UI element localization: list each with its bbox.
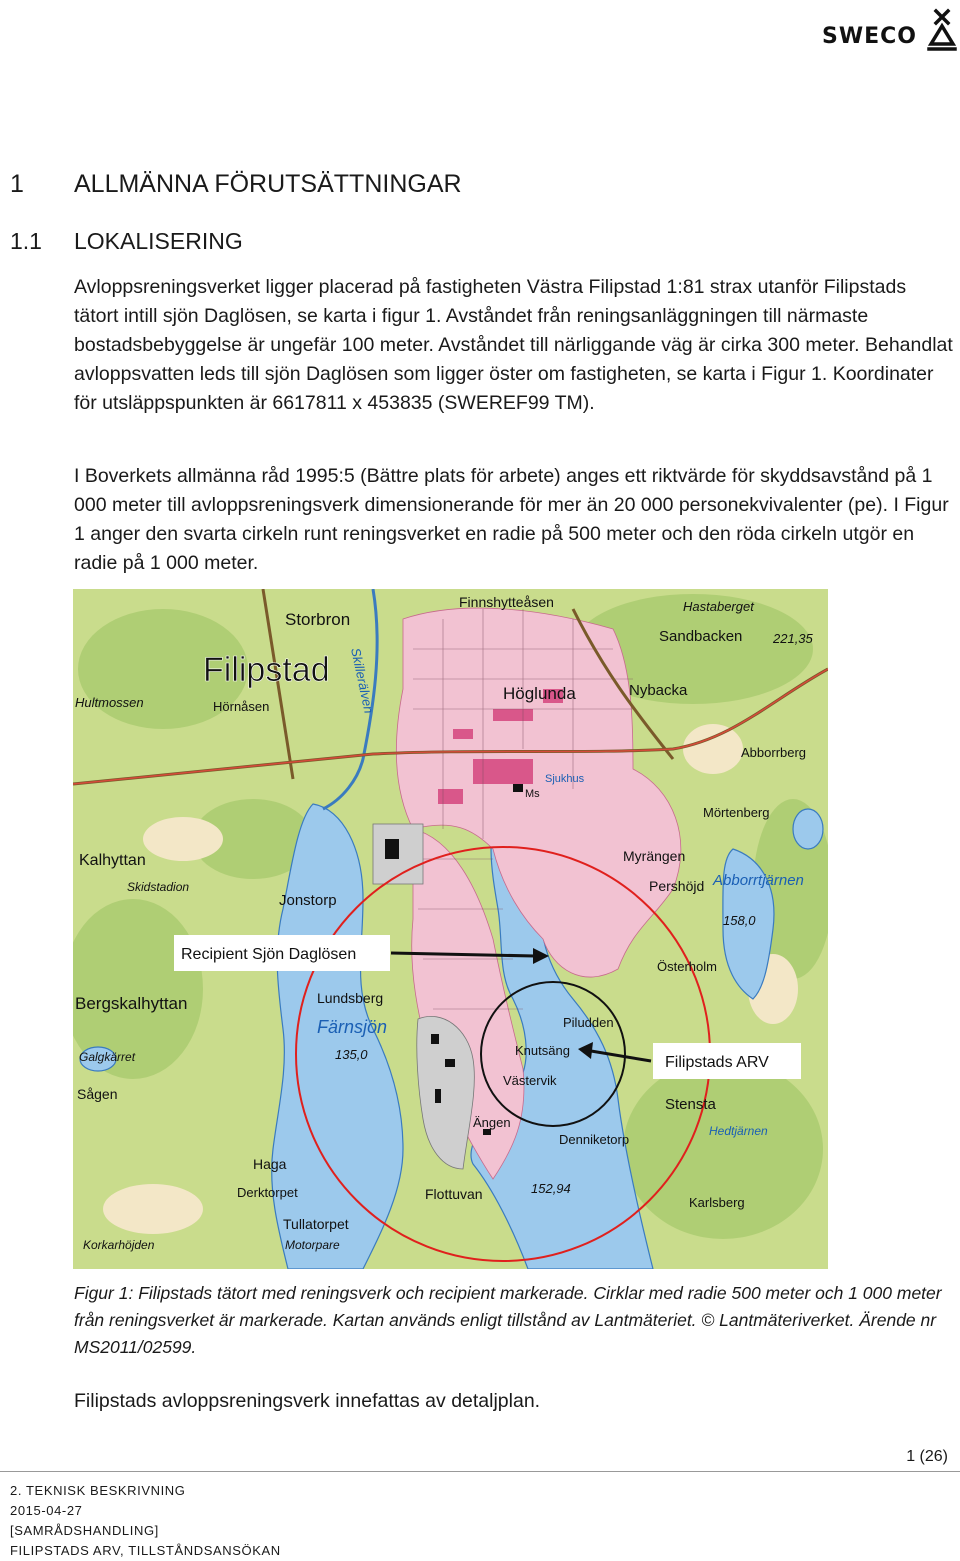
callout-recipient: Recipient Sjön Daglösen: [181, 946, 357, 963]
label-mortenberg: Mörtenberg: [703, 805, 770, 820]
label-tullatorpet: Tullatorpet: [283, 1216, 349, 1232]
subsection-number: 1.1: [10, 228, 42, 254]
label-flottuvan: Flottuvan: [425, 1186, 483, 1202]
label-skidstadion: Skidstadion: [127, 880, 190, 894]
label-elev-135: 135,0: [335, 1047, 368, 1062]
label-haga: Haga: [253, 1156, 287, 1172]
label-osterholm: Österholm: [657, 959, 717, 974]
label-elev-158: 158,0: [723, 913, 756, 928]
label-myrangen: Myrängen: [623, 848, 686, 864]
label-hultmossen: Hultmossen: [75, 695, 144, 710]
label-jonstorp: Jonstorp: [279, 892, 337, 909]
label-piludden: Piludden: [563, 1015, 614, 1030]
label-farnsjon: Färnsjön: [317, 1017, 388, 1037]
paragraph-detailed-plan: Filipstads avloppsreningsverk innefattas av detaljplan.: [74, 1390, 541, 1412]
subsection-heading: [10, 228, 243, 255]
label-nybacka: Nybacka: [629, 682, 688, 699]
label-bergskalhyttan: Bergskalhyttan: [75, 994, 188, 1013]
label-vastervik: Västervik: [503, 1073, 557, 1088]
label-elev-221: 221,35: [773, 631, 813, 646]
label-knutsang: Knutsäng: [515, 1043, 570, 1058]
label-sagen: Sågen: [77, 1086, 118, 1102]
label-kalhyttan: Kalhyttan: [79, 852, 146, 869]
logo-text: SWECO: [822, 24, 917, 49]
label-galgkarret: Galgkärret: [79, 1050, 136, 1064]
subsection-title: LOKALISERING: [74, 228, 243, 254]
label-hornasen: Hörnåsen: [213, 699, 270, 714]
label-derktorpet: Derktorpet: [237, 1185, 298, 1200]
footer-status: [SAMRÅDSHANDLING]: [10, 1523, 159, 1538]
page-number: 1 (26): [906, 1448, 948, 1465]
label-motorpare: Motorpare: [285, 1238, 340, 1252]
label-sandbacken: Sandbacken: [659, 628, 743, 645]
label-elev-152: 152,94: [531, 1181, 571, 1196]
label-korkarhojden: Korkarhöjden: [83, 1238, 155, 1252]
logo-mark-icon: [926, 8, 958, 52]
footer-divider: [0, 1471, 960, 1472]
label-hoglunda: Höglunda: [503, 684, 576, 703]
footer-document-title: 2. TEKNISK BESKRIVNING: [10, 1483, 186, 1498]
callout-arv: Filipstads ARV: [665, 1054, 769, 1071]
section-title: ALLMÄNNA FÖRUTSÄTTNINGAR: [74, 170, 462, 198]
label-sjukhus: Sjukhus: [545, 773, 585, 785]
label-abborrtjarnen: Abborrtjärnen: [713, 872, 804, 889]
label-hedtjarnen: Hedtjärnen: [709, 1124, 768, 1138]
label-angen: Ängen: [473, 1115, 511, 1130]
label-pershojd: Pershöjd: [649, 878, 705, 894]
label-finnshytteasen: Finnshytteåsen: [459, 594, 554, 610]
label-denniketorp: Denniketorp: [559, 1132, 630, 1147]
footer-project: FILIPSTADS ARV, TILLSTÅNDSANSÖKAN: [10, 1543, 281, 1558]
label-stensta: Stensta: [665, 1096, 716, 1113]
label-abborrberg: Abborrberg: [741, 745, 807, 760]
label-storbron: Storbron: [285, 610, 351, 629]
label-skillerälven: Skillerälven: [348, 646, 377, 715]
label-filipstad: Filipstad: [203, 651, 330, 689]
paragraph-protection-distance: I Boverkets allmänna råd 1995:5 (Bättre plats för arbete) anges ett riktvärde för skyddsavstånd på 1 000 meter till avloppsreningsverk dimensionerande för mer än 20 000 personekvivalenter (pe). I Figur 1 anger den svarta cirkeln runt reningsverket en radie på 500 meter och den röda cirkeln utgör en radie på 1 000 meter.: [74, 465, 949, 574]
paragraph-localization: Avloppsreningsverket ligger placerad på fastigheten Västra Filipstad 1:81 strax utanför Filipstads tätort intill sjön Daglösen, se karta i figur 1. Avståndet från reningsanläggningen till närmaste bostadsbebyggelse är ungefär 100 meter. Avståndet till närliggande väg är cirka 300 meter. Behandlat avloppsvatten leds till sjön Daglösen som ligger öster om fastigheten, se karta i Figur 1. Koordinater för utsläppspunkten är 6617811 x 453835 (SWEREF99 TM).: [74, 276, 953, 414]
label-ms: Ms: [525, 788, 540, 800]
location-map: [73, 589, 828, 1269]
footer-date: 2015-04-27: [10, 1503, 83, 1518]
footer: [10, 1481, 281, 1561]
section-number: 1: [10, 170, 24, 198]
label-lundsberg: Lundsberg: [317, 990, 384, 1006]
figure-caption: Figur 1: Filipstads tätort med reningsverk och recipient markerade. Cirklar med radie 500 meter och 1 000 meter från reningsverket är markerade. Kartan används enligt tillstånd av Lantmäteriet. © Lantmäteriverket. Ärende nr MS2011/02599.: [74, 1283, 942, 1357]
label-hastaberget: Hastaberget: [683, 599, 754, 614]
label-karlsberg: Karlsberg: [689, 1195, 745, 1210]
sweco-logo: [822, 8, 958, 52]
section-heading: [10, 170, 462, 199]
